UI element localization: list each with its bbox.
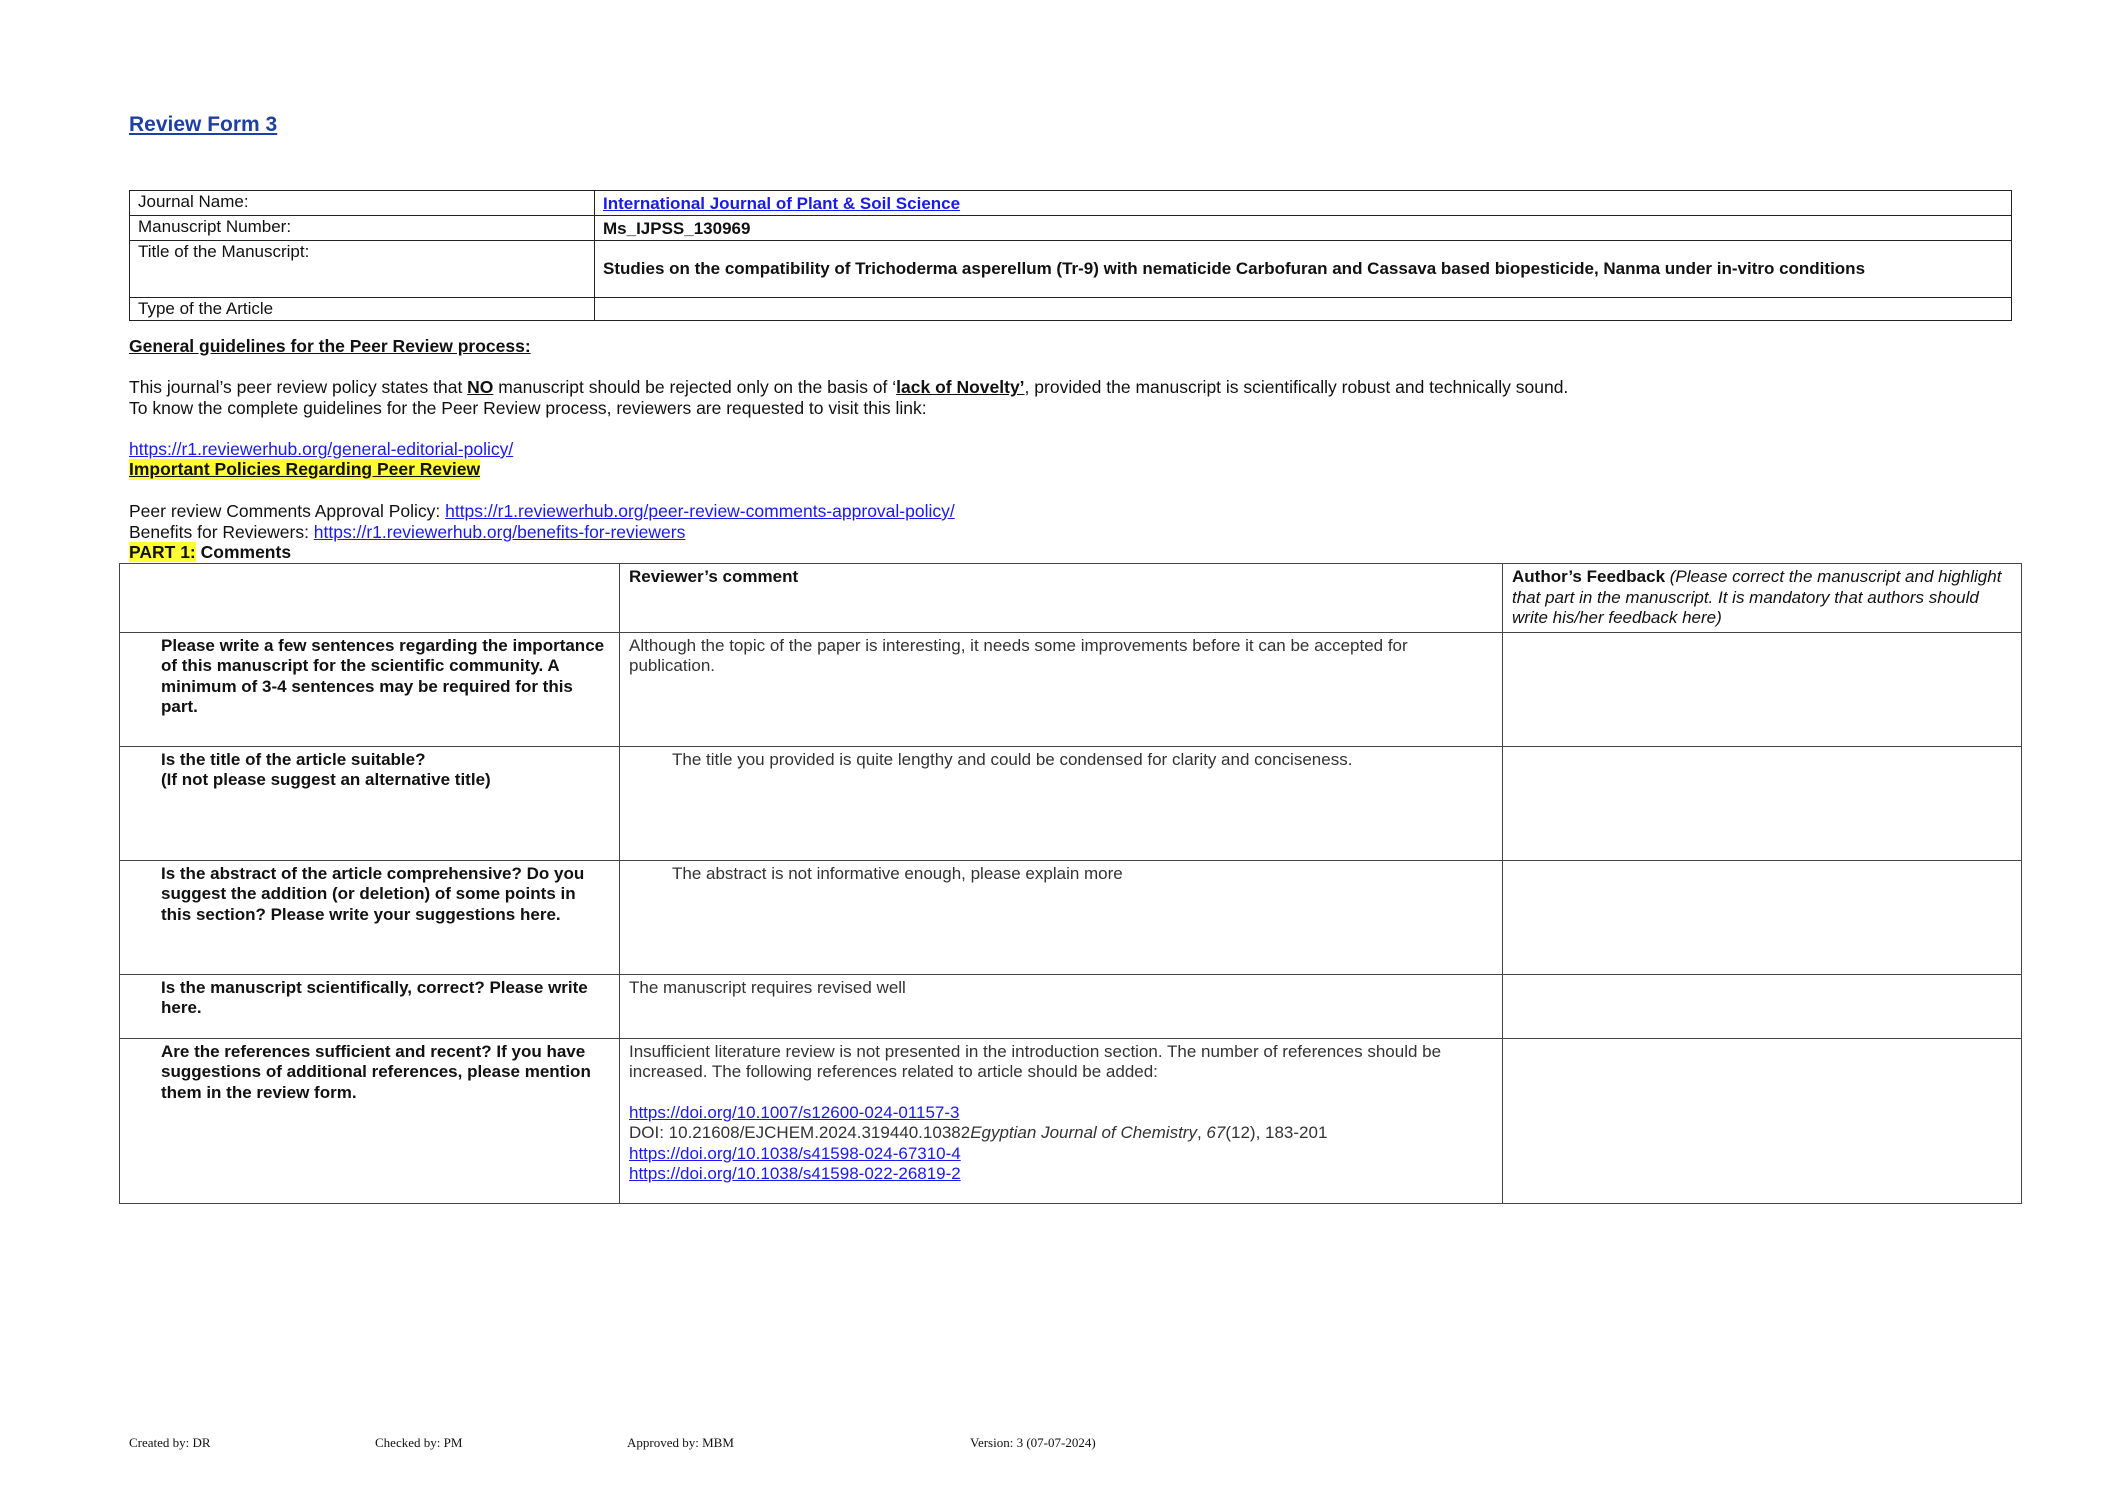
novelty-policy-text (129, 377, 1568, 398)
type-value[interactable] (595, 298, 2012, 321)
editorial-policy-link[interactable]: https://r1.reviewerhub.org/general-editorial-policy/ (129, 439, 514, 459)
spacer (629, 1083, 1493, 1103)
reference-link[interactable]: https://doi.org/10.1038/s41598-024-67310-4 (629, 1143, 961, 1163)
important-policies-heading: Important Policies Regarding Peer Review (129, 459, 481, 479)
comments-table (119, 563, 2022, 1204)
reference-volume: 67 (1206, 1123, 1226, 1142)
author-feedback-instruction: (Please correct the manuscript and highlight that part in the manuscript. It is mandatory that authors should write his/her feedback here) (1512, 567, 2002, 627)
footer-approved: Approved by: MBM (627, 1435, 734, 1450)
benefits-line (129, 522, 685, 543)
question-cell: Is the abstract of the article comprehensive? Do you suggest the addition (or deletion) of some points in this section? Please write your suggestions here. (120, 860, 620, 974)
author-feedback-header (1503, 564, 2022, 633)
reference-link[interactable]: https://doi.org/10.1038/s41598-022-26819-2 (629, 1164, 961, 1183)
approval-policy-label: Peer review Comments Approval Policy: (129, 501, 446, 521)
footer-created: Created by: DR (129, 1435, 211, 1450)
author-feedback-cell[interactable] (1503, 746, 2022, 860)
author-feedback-title: Author’s Feedback (1512, 567, 1666, 586)
reviewer-comment-cell: Although the topic of the paper is interesting, it needs some improvements before it can be accepted for publication. (620, 632, 1503, 746)
approval-policy-link[interactable]: https://r1.reviewerhub.org/peer-review-comments-approval-policy/ (445, 501, 955, 521)
reference-journal: Egyptian Journal of Chemistry (970, 1123, 1197, 1142)
reviewer-comment-cell: The manuscript requires revised well (620, 974, 1503, 1038)
title-label: Title of the Manuscript: (130, 241, 595, 298)
reviewer-comment-cell: The title you provided is quite lengthy and could be condensed for clarity and conciseness. (620, 746, 1503, 860)
manuscript-title: Studies on the compatibility of Trichoderma asperellum (Tr-9) with nematicide Carbofuran and Cassava based biopesticide, Nanma under in-vitro conditions (595, 241, 2012, 298)
manuscript-row (130, 216, 2012, 241)
page-title: Review Form 3 (129, 113, 278, 136)
reference-link[interactable]: https://doi.org/10.1007/s12600-024-01157-3 (629, 1102, 960, 1122)
part-title: Comments (195, 542, 292, 562)
guidelines-heading: General guidelines for the Peer Review process: (129, 336, 531, 356)
policy-text-c: , provided the manuscript is scientifically robust and technically sound. (1024, 377, 1569, 397)
footer-checked: Checked by: PM (375, 1435, 463, 1450)
title-row (130, 241, 2012, 298)
author-feedback-cell[interactable] (1503, 860, 2022, 974)
question-line: (If not please suggest an alternative title) (161, 770, 491, 789)
manuscript-info-table (129, 190, 2012, 321)
table-row (120, 860, 2022, 974)
policy-novelty: lack of Novelty’ (896, 377, 1025, 397)
benefits-label: Benefits for Reviewers: (129, 522, 314, 542)
question-cell (120, 746, 620, 860)
reviewer-comment-header: Reviewer’s comment (620, 564, 1503, 633)
part1-heading (129, 542, 291, 563)
reviewer-comment-cell (620, 1038, 1503, 1203)
policy-text-b: manuscript should be rejected only on the basis of ‘ (493, 377, 897, 397)
table-row (120, 1038, 2022, 1203)
reference-doi: DOI: 10.21608/EJCHEM.2024.319440.10382 (629, 1123, 971, 1142)
question-cell: Are the references sufficient and recent? If you have suggestions of additional references, please mention them in the review form. (120, 1038, 620, 1203)
question-cell: Please write a few sentences regarding the importance of this manuscript for the scientific community. A minimum of 3-4 sentences may be required for this part. (120, 632, 620, 746)
approval-policy-line (129, 501, 955, 522)
manuscript-label: Manuscript Number: (130, 216, 595, 241)
author-feedback-cell[interactable] (1503, 632, 2022, 746)
policy-text-a: This journal’s peer review policy states that (129, 377, 468, 397)
journal-link[interactable]: International Journal of Plant & Soil Science (603, 194, 961, 213)
benefits-link[interactable]: https://r1.reviewerhub.org/benefits-for-reviewers (313, 522, 686, 542)
comments-header-row (120, 564, 2022, 633)
journal-label: Journal Name: (130, 191, 595, 216)
table-row (120, 974, 2022, 1038)
author-feedback-cell[interactable] (1503, 1038, 2022, 1203)
part-label: PART 1: (129, 542, 196, 562)
question-line: Is the title of the article suitable? (161, 749, 426, 769)
type-label: Type of the Article (130, 298, 595, 321)
references-comment: Insufficient literature review is not presented in the introduction section. The number of references should be increased. The following references related to article should be added: (629, 1041, 1442, 1081)
policy-no: NO (467, 377, 494, 397)
journal-row (130, 191, 2012, 216)
table-row (120, 746, 2022, 860)
manuscript-number: Ms_IJPSS_130969 (595, 216, 2012, 241)
author-feedback-cell[interactable] (1503, 974, 2022, 1038)
question-cell: Is the manuscript scientifically, correct? Please write here. (120, 974, 620, 1038)
reference-pages: (12), 183-201 (1225, 1123, 1328, 1142)
footer-version: Version: 3 (07-07-2024) (970, 1435, 1096, 1450)
reference-separator: , (1196, 1123, 1207, 1142)
table-row (120, 632, 2022, 746)
reviewer-comment-cell: The abstract is not informative enough, please explain more (620, 860, 1503, 974)
guidelines-instruction: To know the complete guidelines for the Peer Review process, reviewers are requested to visit this link: (129, 398, 927, 418)
header-empty-cell (120, 564, 620, 633)
reference-citation (629, 1123, 1493, 1144)
type-row (130, 298, 2012, 321)
